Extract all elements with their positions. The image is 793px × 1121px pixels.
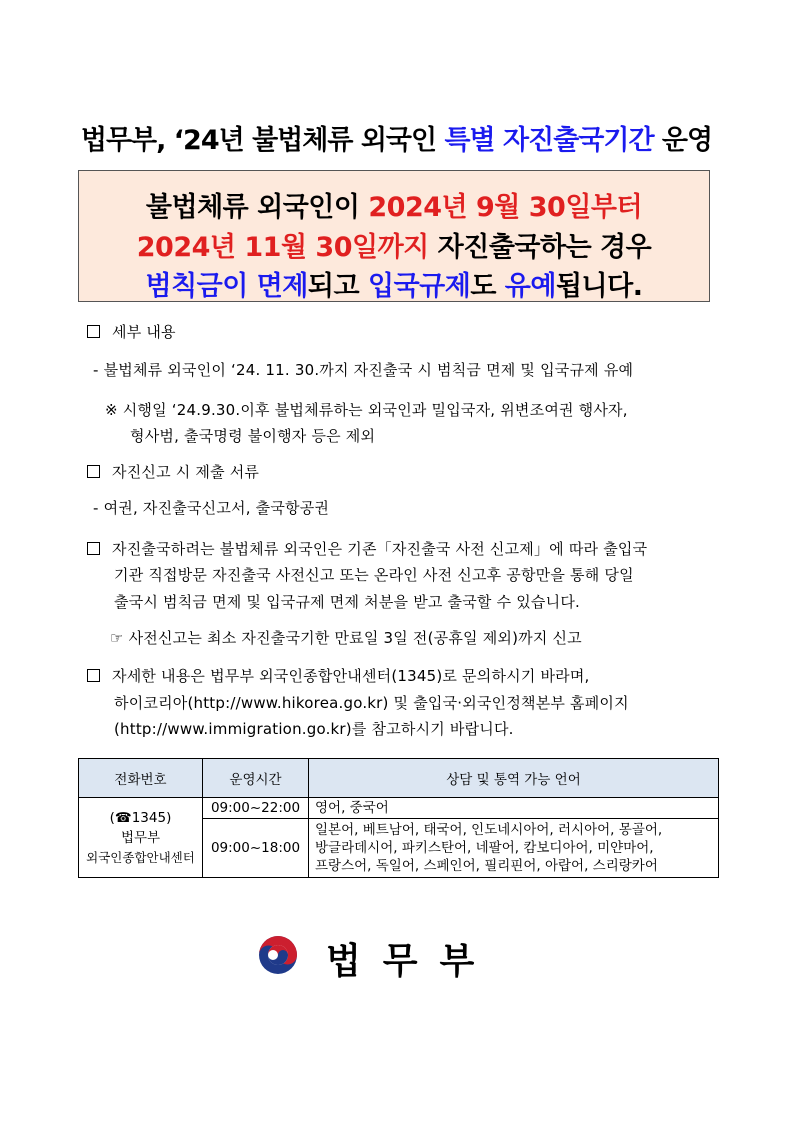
banner-end-date: 2024년 11월 30일까지 [136, 232, 429, 263]
contact-table [78, 758, 719, 878]
procedure-line-2: 기관 직접방문 자진출국 사전신고 또는 온라인 사전 신고후 공항만을 통해 당일 [114, 566, 634, 584]
contact-line-3: (http://www.immigration.go.kr)를 참고하시기 바랍니다. [114, 720, 514, 738]
banner-text: 도 [470, 271, 505, 302]
table-header-row [79, 759, 719, 798]
section-heading-details [87, 321, 176, 342]
title-highlight: 특별 자진출국기간 [444, 125, 654, 156]
languages-line: 프랑스어, 독일어, 스페인어, 필리핀어, 아랍어, 스리랑카어 [315, 858, 658, 874]
details-item: - 불법체류 외국인이 ‘24. 11. 30.까지 자진출국 시 범칙금 면제 및 입국규제 유예 [93, 361, 634, 379]
banner-text: 자진출국하는 경우 [428, 232, 652, 263]
banner-entry-ban: 입국규제 [367, 271, 471, 302]
hours-cell: 09:00~22:00 [203, 798, 309, 819]
languages-line: 방글라데시어, 파키스탄어, 네팔어, 캄보디아어, 미얀마어, [315, 840, 654, 856]
languages-line: 일본어, 베트남어, 태국어, 인도네시아어, 러시아어, 몽골어, [315, 822, 663, 838]
details-note-1: ※ 시행일 ‘24.9.30.이후 불법체류하는 외국인과 밀입국자, 위변조여권 행사자, [105, 401, 628, 419]
banner-line-1 [79, 185, 709, 224]
banner-line-2 [79, 225, 709, 264]
contact-text: 자세한 내용은 법무부 외국인종합안내센터(1345)로 문의하시기 바라며, [112, 667, 590, 685]
square-bullet-icon [87, 669, 100, 682]
section-heading-documents [87, 461, 259, 482]
hours-cell: 09:00~18:00 [203, 819, 309, 878]
banner-deferral: 유예 [504, 271, 556, 302]
phone-center: 외국인종합안내센터 [86, 849, 195, 865]
table-row [79, 798, 719, 819]
contact-line-1 [87, 665, 590, 686]
title-part1: 법무부, ‘24년 불법체류 외국인 [80, 125, 445, 156]
summary-banner [78, 170, 710, 302]
procedure-note: ☞ 사전신고는 최소 자진출국기한 만료일 3일 전(공휴일 제외)까지 신고 [110, 629, 582, 647]
taegeuk-emblem-icon [258, 935, 298, 975]
banner-fine-exempt: 범칙금이 면제 [145, 271, 308, 302]
section-heading-text: 자진신고 시 제출 서류 [112, 463, 260, 481]
details-note-2: 형사범, 출국명령 불이행자 등은 제외 [130, 427, 376, 445]
ministry-name: 법무부 [326, 941, 497, 982]
phone-cell [79, 798, 203, 878]
procedure-line-3: 출국시 범칙금 면제 및 입국규제 면제 처분을 받고 출국할 수 있습니다. [114, 593, 580, 611]
square-bullet-icon [87, 325, 100, 338]
banner-text: 되고 [307, 271, 368, 302]
square-bullet-icon [87, 542, 100, 555]
page-title [0, 118, 793, 157]
banner-text: 됩니다. [555, 271, 643, 302]
section-heading-text: 세부 내용 [112, 323, 176, 341]
banner-text: 불법체류 외국인이 [145, 192, 369, 223]
phone-number: (☎1345) [109, 809, 172, 826]
procedure-text: 자진출국하려는 불법체류 외국인은 기존「자진출국 사전 신고제」에 따라 출입국 [112, 540, 648, 558]
title-part2: 운영 [653, 125, 713, 156]
languages-cell [309, 819, 719, 878]
banner-start-date: 2024년 9월 30일부터 [368, 192, 643, 223]
procedure-line-1 [87, 538, 647, 559]
header-hours: 운영시간 [203, 759, 309, 798]
documents-item: - 여권, 자진출국신고서, 출국항공권 [93, 499, 330, 517]
languages-cell: 영어, 중국어 [309, 798, 719, 819]
header-phone: 전화번호 [79, 759, 203, 798]
square-bullet-icon [87, 465, 100, 478]
banner-line-3 [79, 264, 709, 303]
phone-org: 법무부 [120, 829, 161, 846]
header-languages: 상담 및 통역 가능 언어 [309, 759, 719, 798]
contact-line-2: 하이코리아(http://www.hikorea.go.kr) 및 출입국·외국인정책본부 홈페이지 [114, 694, 629, 712]
